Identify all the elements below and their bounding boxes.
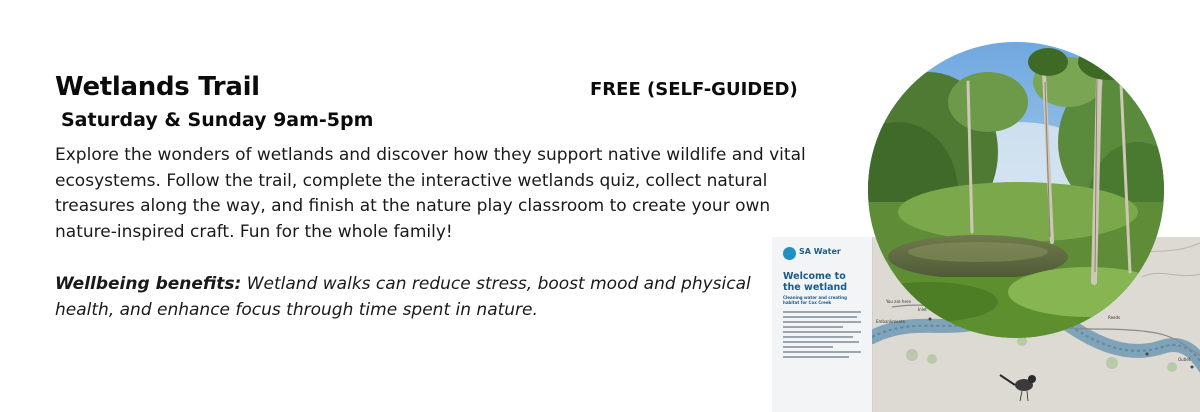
event-schedule: Saturday & Sunday 9am-5pm <box>61 109 374 131</box>
benefits-label: Wellbeing benefits: <box>55 274 242 294</box>
event-description: Explore the wonders of wetlands and discover how they support native wildlife and vital ecosystems. Follow the trail, complete the interactive wetlands quiz, collect natural treasures along the way, and finish at the nature play classroom to create your own nature-inspired craft. Fun for the whole family! <box>55 145 806 242</box>
sa-water-logo-icon <box>783 247 796 260</box>
wetland-photo <box>868 42 1164 338</box>
map-label-outlet: Outlet <box>1178 357 1191 362</box>
event-title: Wetlands Trail <box>55 72 260 102</box>
sign-subheading: Cleaning water and creating habitat for Cox Creek <box>783 295 847 305</box>
map-label-embankments: Embankments <box>876 319 905 324</box>
wetland-scene <box>868 42 1164 338</box>
price-label: FREE (SELF-GUIDED) <box>590 79 798 100</box>
bird-illustration <box>1000 375 1036 401</box>
map-label-reeds: Reeds <box>1108 315 1121 320</box>
sign-heading: Welcome to the wetland <box>783 271 848 293</box>
sign-info-panel <box>772 237 873 412</box>
map-label-you-are-here: You are here <box>886 299 911 304</box>
map-label-inlet: Inlet <box>918 307 927 312</box>
benefits-text: Wetland walks can reduce stress, boost mood and physical health, and enhance focus through time spent in nature. <box>55 274 751 320</box>
wellbeing-benefits <box>55 272 775 323</box>
sign-logo-text: SA Water <box>799 247 841 256</box>
sign-body-text <box>783 311 863 361</box>
